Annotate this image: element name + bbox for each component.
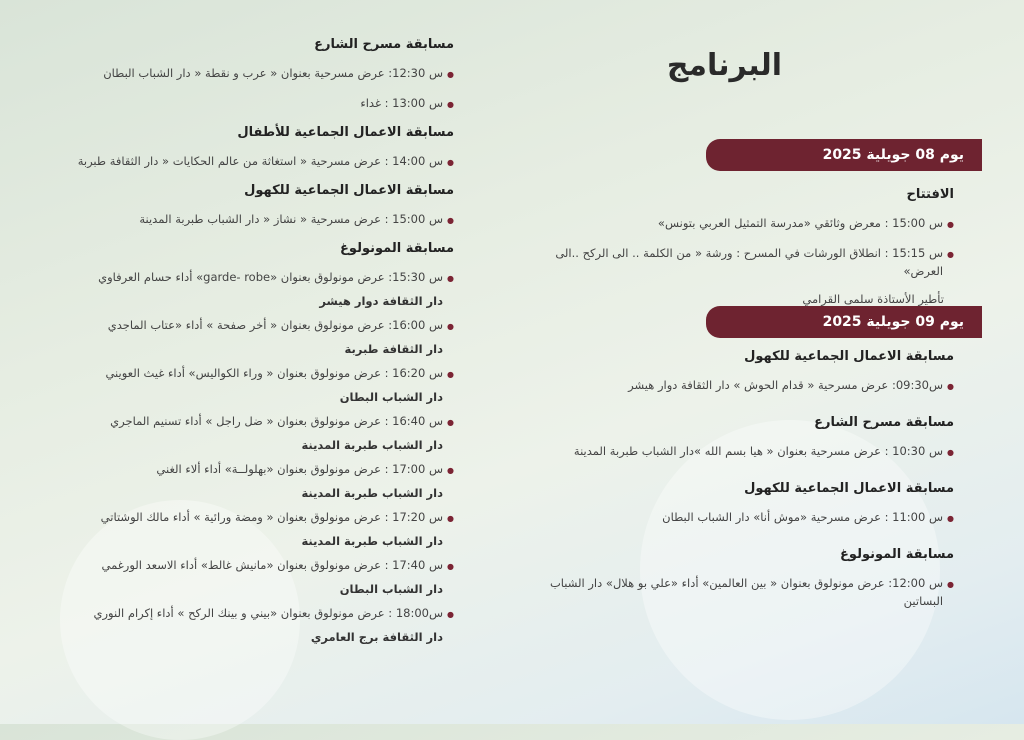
list-item: ● س 12:30: عرض مسرحية بعنوان « عرب و نقطة « دار الشباب البطان [24, 64, 454, 84]
bullet-icon: ● [447, 418, 454, 427]
day2-block [534, 348, 954, 620]
bullet-icon: ● [447, 100, 454, 109]
day-header-1: يوم 08 جويلية 2025 [706, 139, 982, 171]
page-title: البرنامج [666, 48, 782, 83]
bullet-icon: ● [947, 220, 954, 229]
bullet-icon: ● [447, 274, 454, 283]
list-item: ● س 15:00 : معرض وثائقي «مدرسة التمثيل العربي بتونس» [534, 214, 954, 234]
bullet-icon: ● [447, 514, 454, 523]
bullet-icon: ● [447, 370, 454, 379]
section-title: مسابقة المونولوغ [340, 241, 454, 256]
list-item: ● س 10:30 : عرض مسرحية بعنوان « هيا بسم الله »دار الشباب طبربة المدينة [534, 442, 954, 462]
left-column [24, 36, 454, 652]
bullet-icon: ● [947, 514, 954, 523]
list-item: ● س 17:20 : عرض مونولوق بعنوان « ومضة ورائية » أداء مالك الوشتاتي دار الشباب طبربة المدينة [100, 510, 454, 548]
list-item: ● س 17:00 : عرض مونولوق بعنوان «بهلولــة» أداء ألاء الغني دار الشباب طبربة المدينة [156, 462, 454, 500]
day1-block [534, 186, 954, 318]
list-item: ● س 15:15 : انطلاق الورشات في المسرح : ورشة « من الكلمة .. الى الركح ..الى العرض» [555, 246, 954, 278]
section-title: مسابقة مسرح الشارع [814, 415, 954, 430]
bullet-icon: ● [447, 216, 454, 225]
bullet-icon: ● [947, 250, 954, 259]
list-item: ● س 17:40 : عرض مونولوق بعنوان «مانيش غالط» أداء الاسعد الورغمي دار الشباب البطان [101, 558, 454, 596]
bullet-icon: ● [447, 70, 454, 79]
list-item: ● س 11:00 : عرض مسرحية «موش أنا» دار الشباب البطان [534, 508, 954, 528]
list-item: ● س 16:20 : عرض مونولوق بعنوان « وراء الكواليس» أداء غيث العويني دار الشباب البطان [105, 366, 454, 404]
bullet-icon: ● [947, 448, 954, 457]
list-item: ● س 14:00 : عرض مسرحية « استغاثة من عالم الحكايات « دار الثقافة طبربة [24, 152, 454, 172]
section-title: مسابقة الاعمال الجماعية للكهول [744, 481, 954, 496]
list-item: تأطير الأستاذة سلمى القرامي [802, 292, 944, 306]
bullet-icon: ● [447, 610, 454, 619]
list-item: ● س 15:00 : عرض مسرحية « نشاز « دار الشباب طبربة المدينة [24, 210, 454, 230]
list-item: ● س18:00 : عرض مونولوق بعنوان «بيني و بينك الركح » أداء إكرام النوري دار الثقافة برج العامري [93, 606, 454, 644]
list-item: ● س 15:30: عرض مونولوق بعنوان «garde- robe» أداء حسام العرفاوي دار الثقافة دوار هيشر [98, 270, 454, 308]
section-title: مسابقة الاعمال الجماعية للأطفال [237, 125, 454, 140]
bullet-icon: ● [447, 322, 454, 331]
list-item: ● س 16:40 : عرض مونولوق بعنوان « ضل راجل » أداء تسنيم الماجري دار الشباب طبربة المدينة [110, 414, 454, 452]
bullet-icon: ● [947, 580, 954, 589]
list-item: ● س 16:00: عرض مونولوق بعنوان « أخر صفحة » أداء «عتاب الماجدي دار الثقافة طبربة [107, 318, 454, 356]
section-title: الافتتاح [906, 187, 954, 202]
section-title: مسابقة المونولوغ [840, 547, 954, 562]
list-item: ● س09:30: عرض مسرحية « قدام الحوش » دار الثقافة دوار هيشر [534, 376, 954, 396]
section-title: مسابقة الاعمال الجماعية للكهول [744, 349, 954, 364]
bullet-icon: ● [447, 466, 454, 475]
bullet-icon: ● [947, 382, 954, 391]
bullet-icon: ● [447, 158, 454, 167]
section-title: مسابقة الاعمال الجماعية للكهول [244, 183, 454, 198]
bullet-icon: ● [447, 562, 454, 571]
section-title: مسابقة مسرح الشارع [314, 37, 454, 52]
day-header-2: يوم 09 جويلية 2025 [706, 306, 982, 338]
list-item: ● س 13:00 : غداء [24, 94, 454, 114]
list-item: ● س 12:00: عرض مونولوق بعنوان « بين العالمين» أداء «علي بو هلال» دار الشباب البساتين [549, 576, 954, 608]
